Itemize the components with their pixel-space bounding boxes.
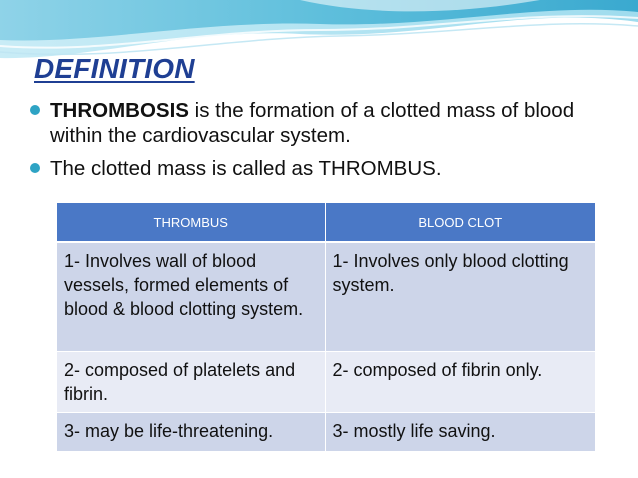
header-blood-clot: BLOOD CLOT bbox=[325, 203, 595, 242]
bullet-dot-icon bbox=[30, 163, 40, 173]
table-header-row bbox=[57, 203, 595, 242]
table-row bbox=[57, 242, 595, 352]
bullet-item bbox=[28, 156, 618, 181]
table-cell: 1- Involves wall of blood vessels, formed elements of blood & blood clotting system. bbox=[57, 242, 325, 352]
bullet-item bbox=[28, 98, 618, 148]
bullet-list bbox=[28, 98, 618, 189]
comparison-table bbox=[57, 203, 595, 452]
table-cell: 1- Involves only blood clotting system. bbox=[325, 242, 595, 352]
bullet-bold-term: THROMBOSIS bbox=[50, 99, 189, 122]
table-cell: 2- composed of platelets and fibrin. bbox=[57, 352, 325, 413]
table-row bbox=[57, 413, 595, 452]
bullet-text: The clotted mass is called as THROMBUS. bbox=[50, 157, 442, 180]
bullet-text: is the formation of a clotted mass of blood within the cardiovascular system. bbox=[50, 99, 575, 147]
table-cell: 2- composed of fibrin only. bbox=[325, 352, 595, 413]
table-cell: 3- may be life-threatening. bbox=[57, 413, 325, 452]
slide-title: DEFINITION bbox=[34, 53, 195, 84]
header-thrombus: THROMBUS bbox=[57, 203, 325, 242]
table-cell: 3- mostly life saving. bbox=[325, 413, 595, 452]
bullet-dot-icon bbox=[30, 105, 40, 115]
table-row bbox=[57, 352, 595, 413]
